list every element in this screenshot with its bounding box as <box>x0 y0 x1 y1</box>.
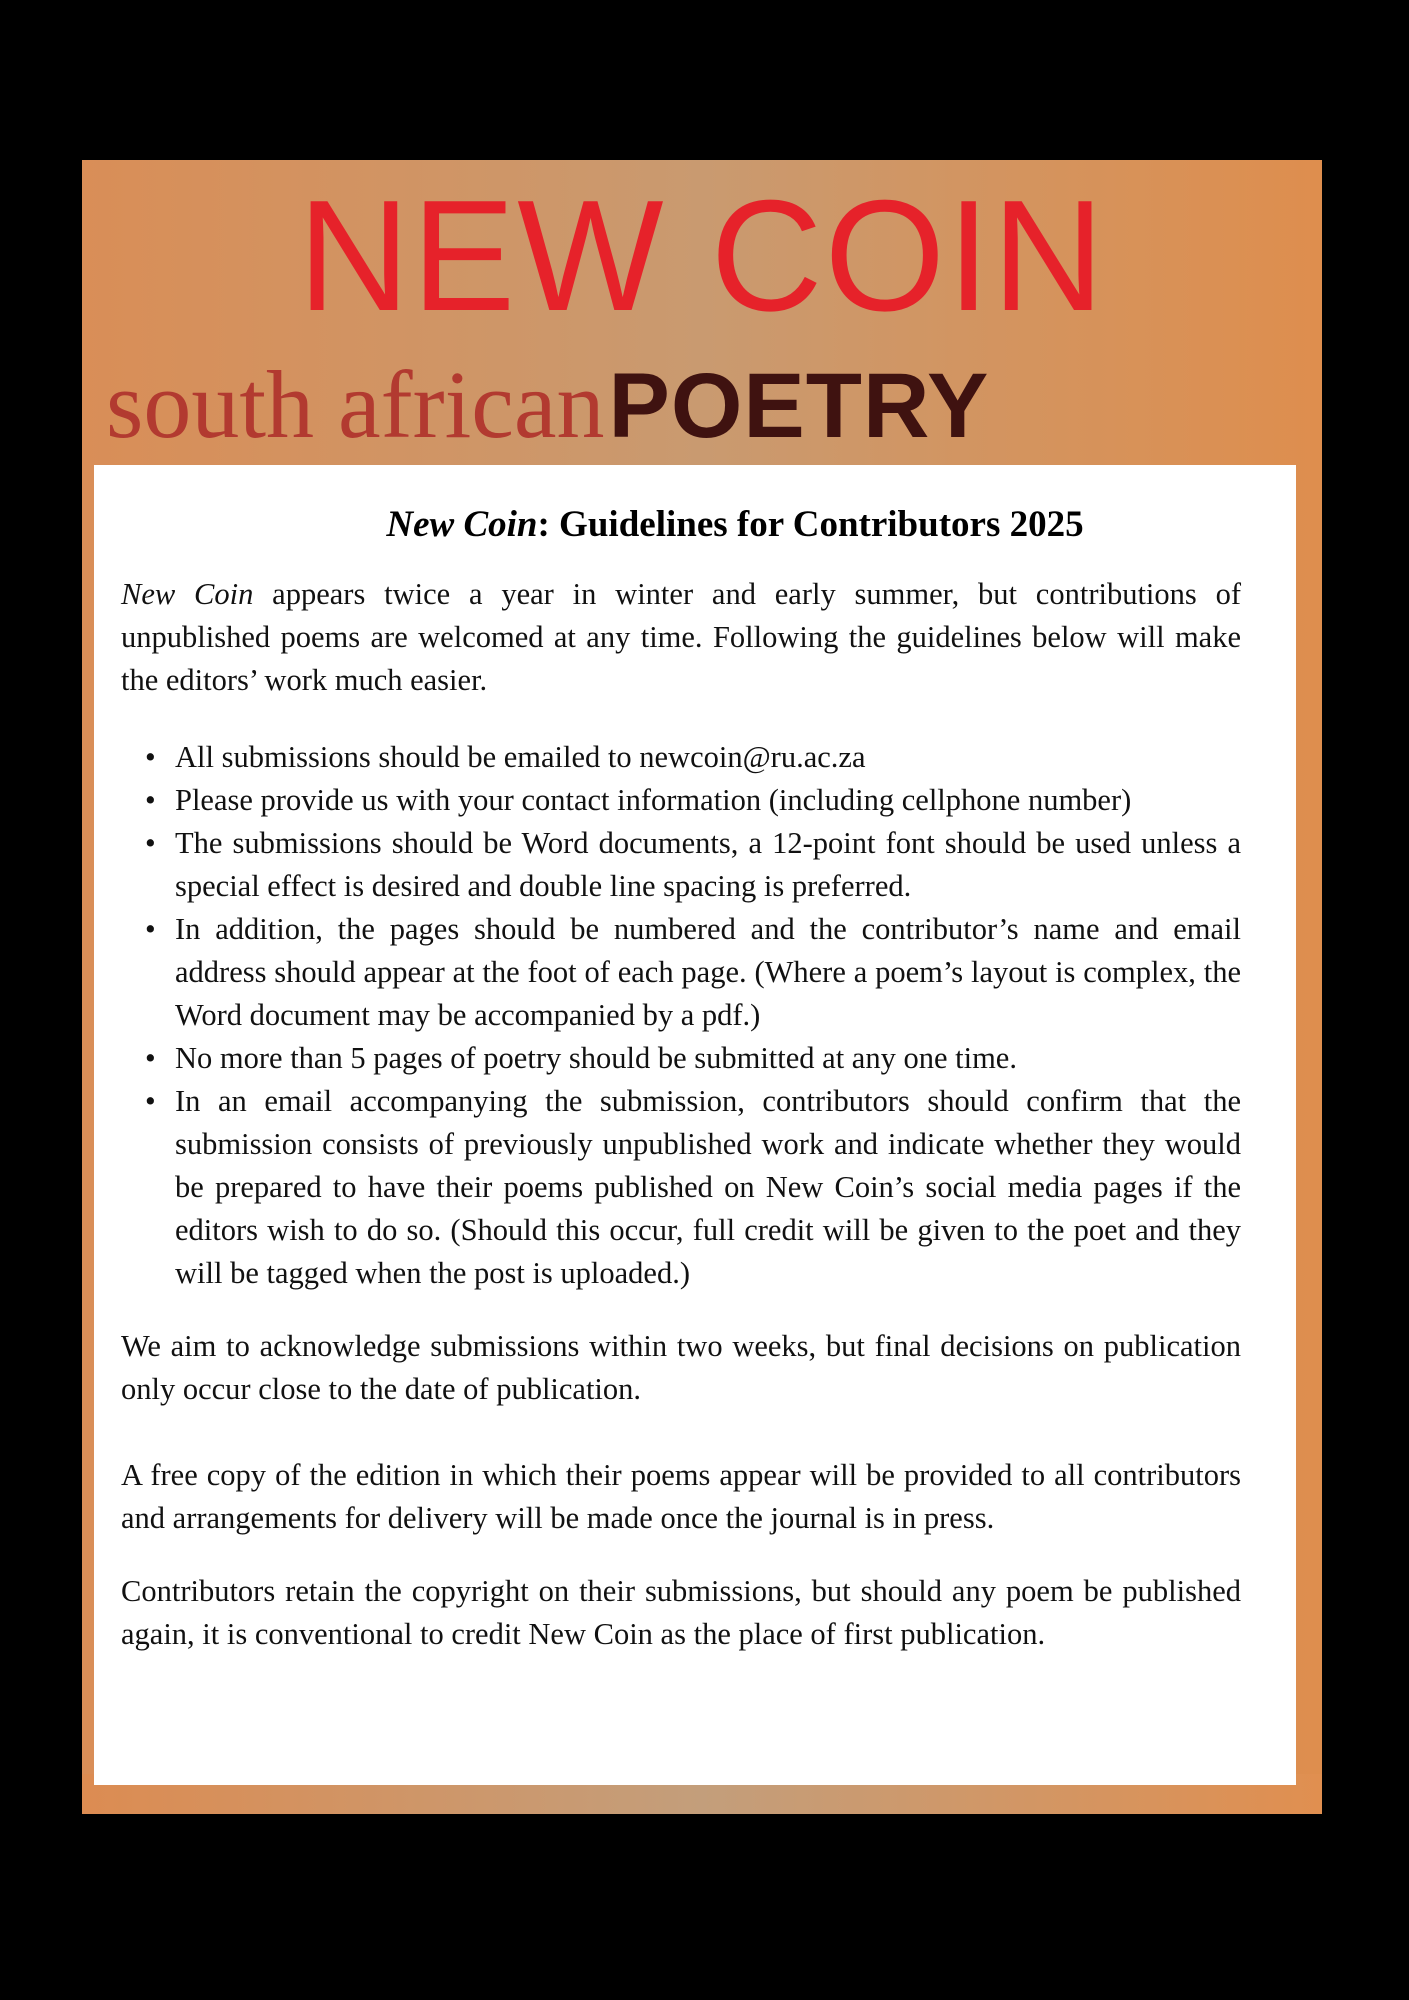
intro-italic: New Coin <box>121 577 254 611</box>
masthead-logo <box>82 160 1322 465</box>
list-item-text: Please provide us with your contact information (including cellphone number) <box>175 783 1132 817</box>
list-item-text: In an email accompanying the submission, contributors should confirm that the submission consists of previously unpublished work and indicate whether they would be prepared to have their poems published on New Coin’s social media pages if the editors wish to do so. (Should this occur, full credit will be given to the poet and they will be tagged when the post is uploaded.) <box>175 1084 1241 1290</box>
guidelines-card <box>94 465 1296 1785</box>
list-item <box>121 779 1241 822</box>
masthead-subtitle-light: south african <box>106 351 605 458</box>
list-item <box>121 908 1241 1037</box>
bullet-icon: • <box>145 783 156 817</box>
guidelines-list <box>121 736 1241 1295</box>
bullet-icon: • <box>145 912 156 946</box>
document-body <box>121 573 1241 1656</box>
intro-text: appears twice a year in winter and early summer, but contributions of unpublished poems are welcomed at any time. Following the guidelines below will make the editors’ work much easier. <box>121 577 1241 697</box>
acknowledgement-paragraph: We aim to acknowledge submissions within two weeks, but final decisions on publication only occur close to the date of publication. <box>121 1329 1241 1406</box>
bullet-icon: • <box>145 740 156 774</box>
document-title <box>94 503 1296 546</box>
document-title-rest: : Guidelines for Contributors 2025 <box>537 504 1084 545</box>
masthead-subtitle-bold: POETRY <box>608 355 990 457</box>
poster-frame <box>82 160 1322 1814</box>
list-item <box>121 1037 1241 1080</box>
list-item <box>121 822 1241 908</box>
bullet-icon: • <box>145 826 156 860</box>
free-copy-paragraph: A free copy of the edition in which their poems appear will be provided to all contributors and arrangements for delivery will be made once the journal is in press. <box>121 1458 1241 1535</box>
list-item <box>121 1080 1241 1295</box>
document-title-italic: New Coin <box>386 504 538 545</box>
bullet-icon: • <box>145 1084 156 1118</box>
list-item-text: All submissions should be emailed to newcoin@ru.ac.za <box>175 740 866 774</box>
bullet-icon: • <box>145 1041 156 1075</box>
list-item <box>121 736 1241 779</box>
intro-paragraph <box>121 573 1241 702</box>
copyright-paragraph: Contributors retain the copyright on their submissions, but should any poem be published again, it is conventional to credit New Coin as the place of first publication. <box>121 1574 1241 1651</box>
list-item-text: No more than 5 pages of poetry should be submitted at any one time. <box>175 1041 1017 1075</box>
list-item-text: The submissions should be Word documents, a 12-point font should be used unless a special effect is desired and double line spacing is preferred. <box>175 826 1241 903</box>
masthead-title: NEW COIN <box>297 167 1107 344</box>
list-item-text: In addition, the pages should be numbered and the contributor’s name and email address should appear at the foot of each page. (Where a poem’s layout is complex, the Word document may be accompanied by a pdf.) <box>175 912 1241 1032</box>
